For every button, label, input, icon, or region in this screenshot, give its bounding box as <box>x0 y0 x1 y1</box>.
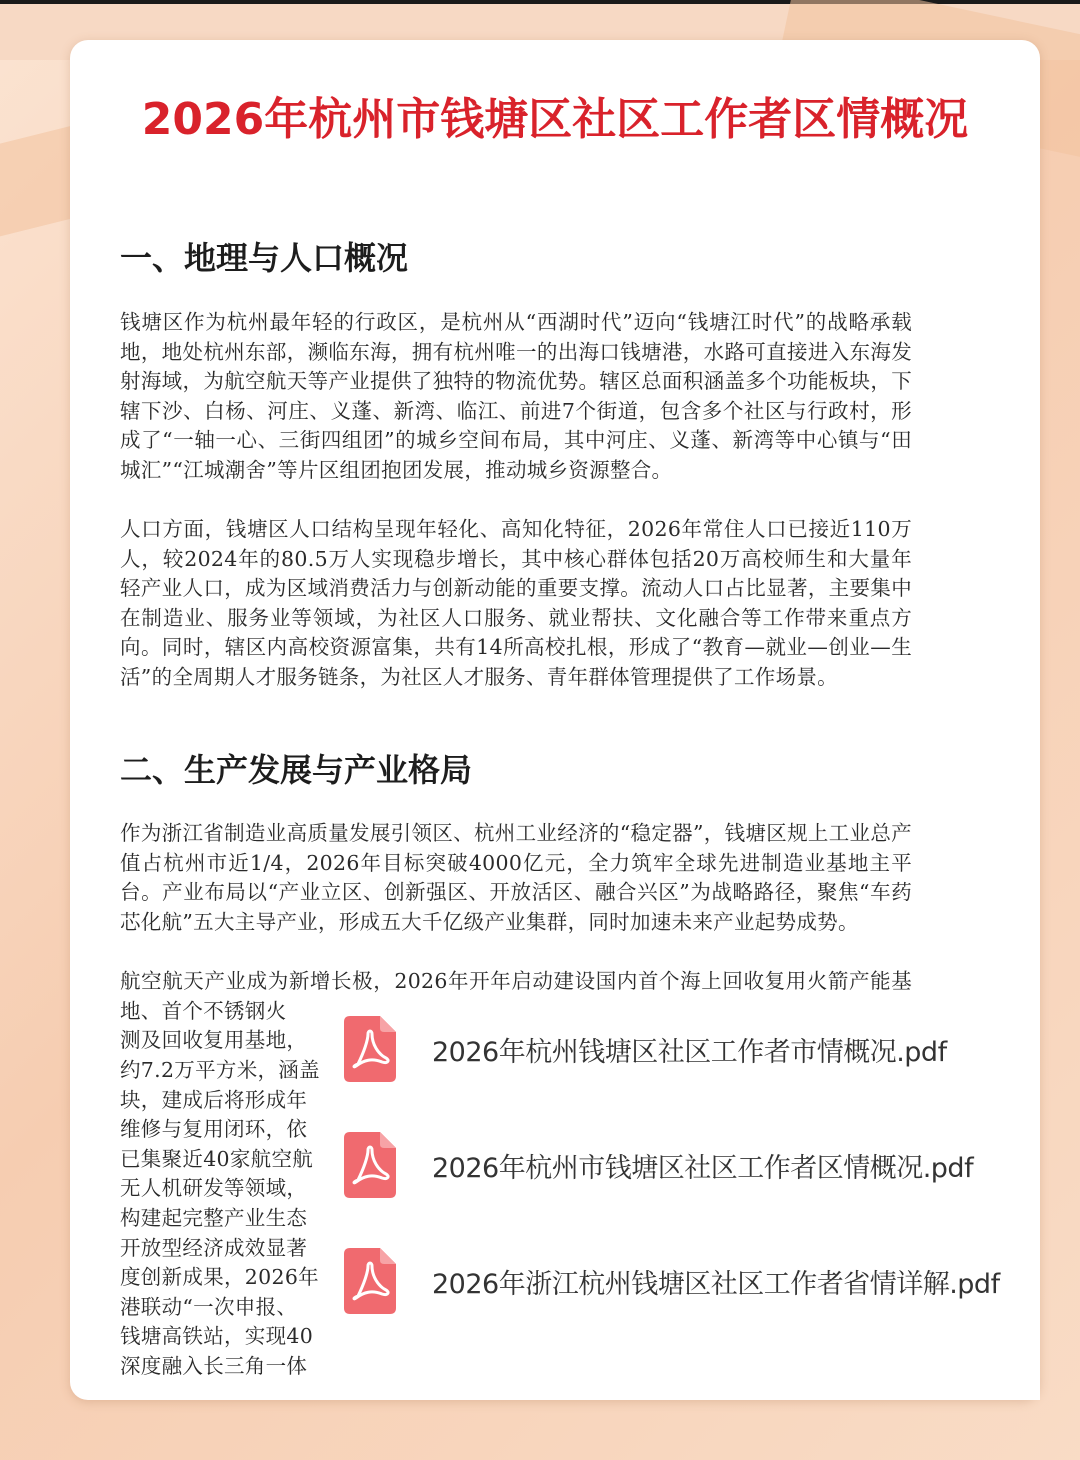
attachment-list <box>326 1000 1040 1400</box>
pdf-icon <box>344 1132 396 1198</box>
paragraph: 无人机研发等领域， <box>120 1176 308 1200</box>
paragraph: 人口方面，钱塘区人口结构呈现年轻化、高知化特征，2026年常住人口已接近110万人，较2024年的80.5万人实现稳步增长，其中核心群体包括20万高校师生和大量年轻产业人口，成为区域消费活力与创新动能的重要支撑。流动人口占比显著，主要集中在制造业、服务业等领域，为社区人口服务、就业帮扶、文化融合等工作带来重点方向。同时，辖区内高校资源富集，共有14所高校扎根，形成了“教育—就业—创业—生活”的全周期人才服务链条，为社区人才服务、青年群体管理提供了工作场景。 <box>120 517 912 689</box>
paragraph: 航空航天产业成为新增长极，2026年开年启动建设国内首个海上回收复用火箭产能基地、首个不锈钢火 <box>120 969 912 1023</box>
section-heading: 二、生产发展与产业格局 <box>120 751 473 789</box>
paragraph: 维修与复用闭环，依 <box>120 1117 308 1141</box>
paragraph: 度创新成果，2026年 <box>120 1265 319 1289</box>
attachment-filename: 2026年杭州市钱塘区社区工作者区情概况.pdf <box>432 1153 974 1184</box>
pdf-icon <box>344 1016 396 1082</box>
paragraph: 钱塘高铁站，实现40 <box>120 1324 314 1348</box>
attachment-item[interactable] <box>344 1132 1034 1202</box>
paragraph: 构建起完整产业生态 <box>120 1206 308 1230</box>
attachment-item[interactable] <box>344 1016 1034 1086</box>
paragraph: 测及回收复用基地， <box>120 1028 308 1052</box>
paragraph: 钱塘区作为杭州最年轻的行政区，是杭州从“西湖时代”迈向“钱塘江时代”的战略承载地，地处杭州东部，濒临东海，拥有杭州唯一的出海口钱塘港，水路可直接进入东海发射海域，为航空航天等产业提供了独特的物流优势。辖区总面积涵盖多个功能板块，下辖下沙、白杨、河庄、义蓬、新湾、临江、前进7个街道，包含多个社区与行政村，形成了“一轴一心、三街四组团”的城乡空间布局，其中河庄、义蓬、新湾等中心镇与“田城汇”“江城潮舍”等片区组团抱团发展，推动城乡资源整合。 <box>120 310 912 482</box>
paragraph: 作为浙江省制造业高质量发展引领区、杭州工业经济的“稳定器”，钱塘区规上工业总产值占杭州市近1/4，2026年目标突破4000亿元，全力筑牢全球先进制造业基地主平台。产业布局以“产业立区、创新强区、开放活区、融合兴区”为战略路径，聚焦“车药芯化航”五大主导产业，形成五大千亿级产业集群，同时加速未来产业起势成势。 <box>120 821 912 934</box>
document-title: 2026年杭州市钱塘区社区工作者区情概况 <box>141 94 969 145</box>
pdf-icon <box>344 1248 396 1314</box>
attachment-filename: 2026年浙江杭州钱塘区社区工作者省情详解.pdf <box>432 1269 1000 1300</box>
paragraph: 块，建成后将形成年 <box>120 1088 308 1112</box>
section-heading: 一、地理与人口概况 <box>120 239 409 277</box>
paragraph: 约7.2万平方米，涵盖 <box>120 1058 320 1082</box>
paragraph: 深度融入长三角一体 <box>120 1354 308 1378</box>
attachment-filename: 2026年杭州钱塘区社区工作者市情概况.pdf <box>432 1037 947 1068</box>
paragraph: 已集聚近40家航空航 <box>120 1147 314 1171</box>
attachment-item[interactable] <box>344 1248 1034 1318</box>
paragraph: 港联动“一次申报、 <box>120 1295 298 1319</box>
paragraph: 开放型经济成效显著 <box>120 1236 308 1260</box>
